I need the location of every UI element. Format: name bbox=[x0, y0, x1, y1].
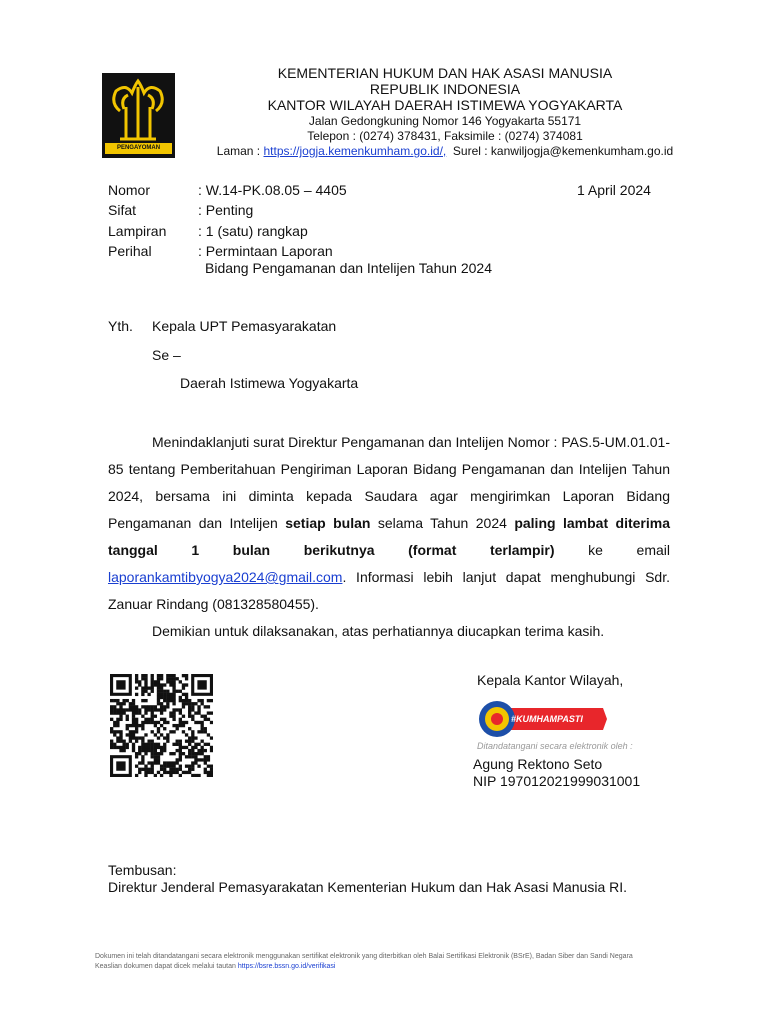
closing-paragraph: Demikian untuk dilaksanakan, atas perhatiannya diucapkan terima kasih. bbox=[152, 623, 605, 639]
footer-disclaimer: Dokumen ini telah ditandatangani secara elektronik menggunakan sertifikat elektronik yang diterbitkan oleh Balai Sertifikasi Elektronik (BSrE), Badan Siber dan Sandi Negara bbox=[95, 953, 633, 960]
tembusan-item: Direktur Jenderal Pemasyarakatan Kementerian Hukum dan Hak Asasi Manusia RI. bbox=[108, 879, 628, 895]
report-email-link[interactable]: laporankamtibyogya2024@gmail.com bbox=[108, 569, 343, 585]
nomor-label: Nomor bbox=[108, 182, 151, 198]
body-text-a: Menindaklanjuti surat Direktur Pengamanan dan Intelijen Nomor : PAS.5-UM.01.01-85 tentang Pemberitahuan Pengiriman Laporan Bidang Pengamanan dan Intelijen Tahun 2024, bersama ini diminta kepada Saudara agar mengirimkan Laporan Bidang Pengamanan dan Intelijen bbox=[108, 434, 670, 531]
yth-label: Yth. bbox=[108, 318, 133, 334]
perihal-value-line1: : Permintaan Laporan bbox=[198, 243, 333, 259]
body-text-f: . Informasi lebih lanjut dapat menghubungi Sdr. Zanuar Rindang (081328580455). bbox=[108, 569, 670, 612]
office-name: KANTOR WILAYAH DAERAH ISTIMEWA YOGYAKARTA bbox=[267, 97, 623, 113]
body-text-c: selama Tahun 2024 bbox=[370, 515, 515, 531]
body-bold-monthly: setiap bulan bbox=[285, 515, 371, 531]
sifat-label: Sifat bbox=[108, 202, 137, 218]
body-text-e: ke email bbox=[554, 542, 670, 558]
signatory-nip: NIP 197012021999031001 bbox=[473, 773, 641, 789]
kumham-pasti-badge bbox=[473, 697, 643, 743]
qr-code bbox=[110, 674, 213, 777]
nomor-value: : W.14-PK.08.05 – 4405 bbox=[198, 182, 347, 198]
signatory-name: Agung Rektono Seto bbox=[473, 756, 603, 772]
website-link[interactable]: https://jogja.kemenkumham.go.id/, bbox=[263, 144, 447, 158]
letter-date: 1 April 2024 bbox=[577, 182, 651, 198]
body-bold-deadline: paling lambat diterima tanggal 1 bulan berikutnya (format terlampir) bbox=[108, 515, 670, 558]
country-name: REPUBLIK INDONESIA bbox=[369, 81, 521, 97]
office-address: Jalan Gedongkuning Nomor 146 Yogyakarta 55171 bbox=[308, 114, 582, 128]
email-label: Surel : kanwiljogja@kemenkumham.go.id bbox=[446, 144, 674, 158]
perihal-label: Perihal bbox=[108, 243, 152, 259]
ministry-name: KEMENTERIAN HUKUM DAN HAK ASASI MANUSIA bbox=[277, 65, 613, 81]
logo-caption: PENGAYOMAN bbox=[116, 145, 161, 151]
tembusan-label: Tembusan: bbox=[108, 862, 177, 878]
web-label: Laman : bbox=[216, 144, 264, 158]
perihal-value-line2: Bidang Pengamanan dan Intelijen Tahun 2024 bbox=[205, 260, 492, 276]
office-phone: Telepon : (0274) 378431, Faksimile : (0274) 374081 bbox=[307, 129, 583, 143]
footer-verify-text: Keaslian dokumen dapat dicek melalui tautan bbox=[95, 963, 238, 970]
recipient-place: Daerah Istimewa Yogyakarta bbox=[180, 375, 359, 391]
pengayoman-logo bbox=[102, 73, 175, 158]
lampiran-value: : 1 (satu) rangkap bbox=[198, 223, 308, 239]
footer-verify bbox=[95, 962, 695, 972]
e-sign-note: Ditandatangani secara elektronik oleh : bbox=[477, 741, 633, 751]
sifat-value: : Penting bbox=[198, 202, 254, 218]
signatory-title: Kepala Kantor Wilayah, bbox=[477, 672, 624, 688]
office-contacts bbox=[190, 144, 700, 158]
badge-text: #KUMHAMPASTI bbox=[511, 714, 583, 724]
recipient-se: Se – bbox=[152, 347, 181, 363]
body-paragraph bbox=[108, 429, 670, 618]
recipient-name: Kepala UPT Pemasyarakatan bbox=[152, 318, 337, 334]
lampiran-label: Lampiran bbox=[108, 223, 167, 239]
verify-link[interactable]: https://bsre.bssn.go.id/verifikasi bbox=[237, 963, 336, 970]
